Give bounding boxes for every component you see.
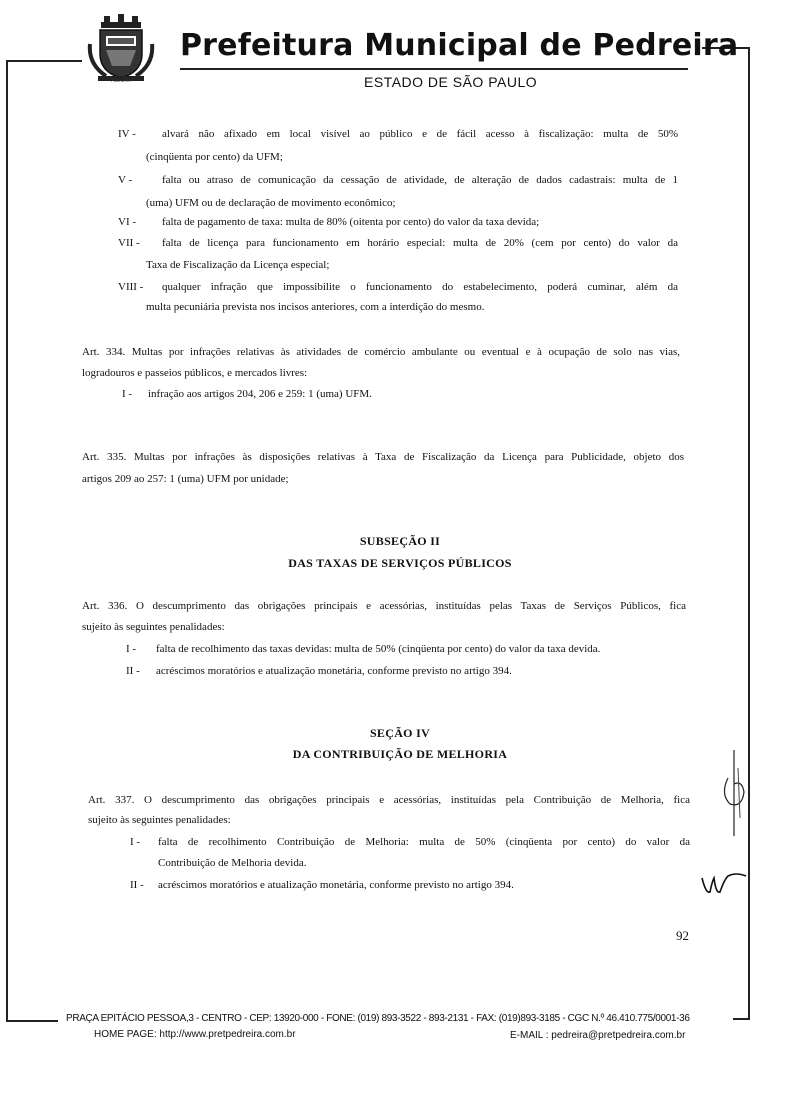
crest-label: PEDREIRA — [111, 78, 131, 83]
item-iv-line2: (cinqüenta por cento) da UFM; — [146, 151, 283, 163]
item-viii-number: VIII - — [118, 281, 144, 293]
art-336-item2-number: II - — [126, 665, 140, 677]
section-title: SEÇÃO IV — [369, 726, 431, 740]
art-335-line1: Art. 335. Multas por infrações às disposições relativas à Taxa de Fiscalização da Licença para Publicidade, objeto dos — [82, 451, 684, 463]
item-vi-number: VI - — [118, 216, 137, 228]
handwritten-initial-mark — [716, 748, 752, 838]
art-337-item2-text: acréscimos moratórios e atualização monetária, conforme previsto no artigo 394. — [158, 879, 514, 891]
art-336-item1-number: I - — [126, 643, 137, 655]
art-337-item1-line1: falta de recolhimento Contribuição de Melhoria: multa de 50% (cinqüenta por cento) do valor da — [158, 836, 690, 848]
art-336-item1-text: falta de recolhimento das taxas devidas: multa de 50% (cinqüenta por cento) do valor da taxa devida. — [156, 643, 601, 655]
art-336-line1: Art. 336. O descumprimento das obrigações principais e acessórias, instituídas pelas Taxas de Serviços Públicos, fica — [82, 600, 686, 612]
footer-address: PRAÇA EPITÁCIO PESSOA,3 - CENTRO - CEP: 13920-000 - FONE: (019) 893-3522 - 893-2131 - FAX: (019)893-3185 - CGC N.º 46.410.775/0001-36 — [66, 1013, 690, 1024]
item-vii-number: VII - — [118, 237, 140, 249]
header-rule-left — [6, 60, 82, 62]
art-336-item2-text: acréscimos moratórios e atualização monetária, conforme previsto no artigo 394. — [156, 665, 512, 677]
item-vii-line2: Taxa de Fiscalização da Licença especial; — [146, 259, 330, 271]
art-334-line1: Art. 334. Multas por infrações relativas às atividades de comércio ambulante ou eventual e à ocupação de solo nas vias, — [82, 346, 680, 358]
subsection-subtitle: DAS TAXAS DE SERVIÇOS PÚBLICOS — [288, 556, 512, 570]
page-title: Prefeitura Municipal de Pedreira — [180, 28, 739, 63]
footer-homepage: HOME PAGE: http://www.pretpedreira.com.br — [94, 1029, 296, 1040]
art-335-line2: artigos 209 ao 257: 1 (uma) UFM por unidade; — [82, 473, 289, 485]
art-337-item2-number: II - — [130, 879, 144, 891]
item-vi-line1: falta de pagamento de taxa: multa de 80% (oitenta por cento) do valor da taxa devida; — [162, 216, 540, 228]
title-underline — [180, 68, 688, 70]
art-337-line2: sujeito às seguintes penalidades: — [88, 814, 231, 826]
item-iv-number: IV - — [118, 128, 136, 140]
handwritten-signature — [698, 864, 750, 900]
item-v-line2: (uma) UFM ou de declaração de movimento econômico; — [146, 197, 396, 209]
municipal-crest — [86, 14, 156, 86]
art-337-item1-number: I - — [130, 836, 141, 848]
section-subtitle: DA CONTRIBUIÇÃO DE MELHORIA — [292, 747, 508, 761]
footer-rule-left — [6, 1020, 58, 1022]
item-iv-line1: alvará não afixado em local visível ao público e de fácil acesso à fiscalização: multa de 50% — [162, 128, 678, 140]
art-334-item-number: I - — [122, 388, 133, 400]
art-336-line2: sujeito às seguintes penalidades: — [82, 621, 225, 633]
art-334-line2: logradouros e passeios públicos, e mercados livres: — [82, 367, 308, 379]
art-337-line1: Art. 337. O descumprimento das obrigações principais e acessórias, instituídas pela Contribuição de Melhoria, fica — [88, 794, 690, 806]
item-viii-line1: qualquer infração que impossibilite o funcionamento do estabelecimento, poderá cuminar, além da — [162, 281, 678, 293]
footer-email: E-MAIL : pedreira@pretpedreira.com.br — [510, 1030, 686, 1041]
item-v-line1: falta ou atraso de comunicação da cessação de atividade, de alteração de dados cadastrais: multa de 1 — [162, 174, 678, 186]
page-number: 92 — [676, 928, 689, 943]
art-334-item-text: infração aos artigos 204, 206 e 259: 1 (uma) UFM. — [148, 388, 372, 400]
state-subtitle: ESTADO DE SÃO PAULO — [364, 74, 538, 90]
item-vii-line1: falta de licença para funcionamento em horário especial: multa de 20% (cem por cento) do valor da — [162, 237, 678, 249]
item-viii-line2: multa pecuniária prevista nos incisos anteriores, com a interdição do mesmo. — [146, 301, 485, 313]
footer-rule-right — [733, 1018, 750, 1020]
art-337-item1-line2: Contribuição de Melhoria devida. — [158, 857, 307, 869]
item-v-number: V - — [118, 174, 133, 186]
subsection-title: SUBSEÇÃO II — [359, 534, 441, 548]
